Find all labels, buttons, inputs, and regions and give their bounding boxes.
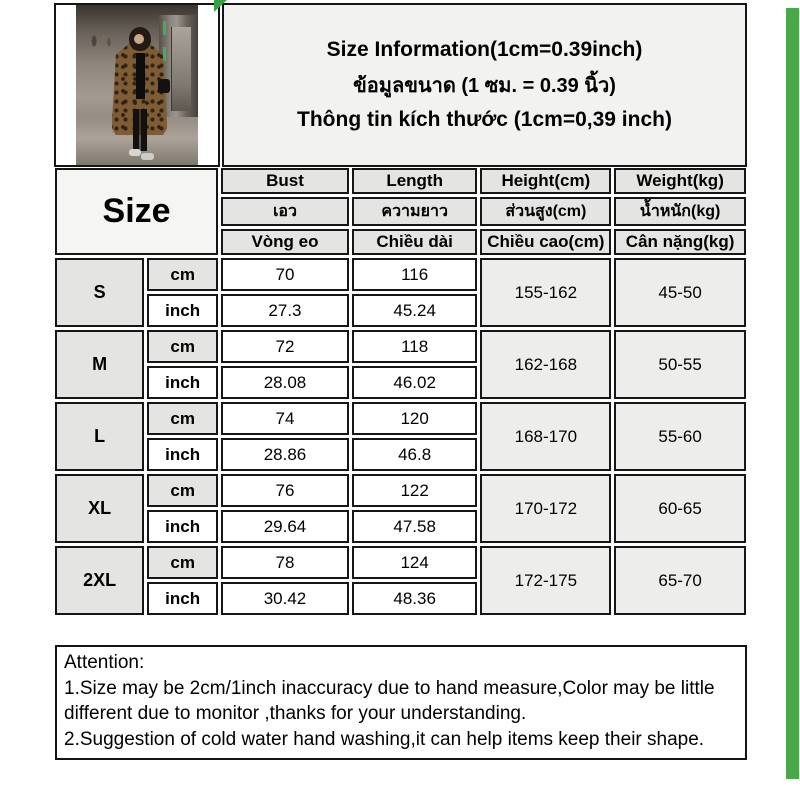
unit-label-cm: cm — [147, 258, 218, 291]
unit-label-cm: cm — [147, 402, 218, 435]
value-height-range: 168-170 — [480, 402, 611, 471]
value-length-cm: 122 — [352, 474, 478, 507]
title-box — [222, 3, 747, 167]
column-header-bust-vi: Vòng eo — [221, 229, 349, 255]
column-header-length-th: ความยาว — [352, 197, 478, 226]
photo-frame — [54, 3, 220, 167]
column-header-height-en: Height(cm) — [480, 168, 611, 194]
column-header-length-en: Length — [352, 168, 478, 194]
value-length-inch: 45.24 — [352, 294, 478, 327]
value-weight-range: 45-50 — [614, 258, 746, 327]
value-bust-cm: 76 — [221, 474, 349, 507]
title-english: Size Information(1cm=0.39inch) — [326, 38, 643, 61]
value-height-range: 162-168 — [480, 330, 611, 399]
photo-handbag — [158, 79, 170, 93]
model-photo — [76, 5, 198, 165]
attention-box — [55, 645, 747, 760]
value-bust-cm: 70 — [221, 258, 349, 291]
unit-label-inch: inch — [147, 366, 218, 399]
unit-label-inch: inch — [147, 510, 218, 543]
value-height-range: 170-172 — [480, 474, 611, 543]
attention-title: Attention: — [64, 652, 145, 673]
size-label-2xl: 2XL — [55, 546, 144, 615]
value-bust-cm: 74 — [221, 402, 349, 435]
value-length-cm: 116 — [352, 258, 478, 291]
unit-label-cm: cm — [147, 546, 218, 579]
value-bust-inch: 28.08 — [221, 366, 349, 399]
value-length-inch: 46.8 — [352, 438, 478, 471]
value-bust-cm: 78 — [221, 546, 349, 579]
title-vietnamese: Thông tin kích thước (1cm=0,39 inch) — [297, 108, 672, 131]
column-header-bust-th: เอว — [221, 197, 349, 226]
value-length-cm: 120 — [352, 402, 478, 435]
title-thai: ข้อมูลขนาด (1 ซม. = 0.39 นิ้ว) — [353, 75, 616, 97]
size-table — [52, 165, 749, 618]
value-height-range: 155-162 — [480, 258, 611, 327]
value-bust-inch: 30.42 — [221, 582, 349, 615]
photo-shoe-right — [141, 153, 154, 160]
photo-model-figure — [108, 27, 171, 161]
size-header-cell: Size — [55, 168, 218, 255]
photo-elevator-door — [171, 27, 191, 110]
value-bust-inch: 29.64 — [221, 510, 349, 543]
column-header-height-vi: Chiều cao(cm) — [480, 229, 611, 255]
column-header-height-th: ส่วนสูง(cm) — [480, 197, 611, 226]
unit-label-inch: inch — [147, 582, 218, 615]
photo-legs — [133, 109, 147, 151]
column-header-weight-en: Weight(kg) — [614, 168, 746, 194]
column-header-length-vi: Chiều dài — [352, 229, 478, 255]
attention-line-1: 1.Size may be 2cm/1inch inaccuracy due to hand measure,Color may be little different due to monitor ,thanks for your understanding. — [64, 677, 715, 725]
unit-label-cm: cm — [147, 474, 218, 507]
attention-line-2: 2.Suggestion of cold water hand washing,it can help items keep their shape. — [64, 728, 705, 750]
value-bust-cm: 72 — [221, 330, 349, 363]
value-length-inch: 48.36 — [352, 582, 478, 615]
unit-label-inch: inch — [147, 438, 218, 471]
size-label-l: L — [55, 402, 144, 471]
unit-label-inch: inch — [147, 294, 218, 327]
size-label-m: M — [55, 330, 144, 399]
value-weight-range: 65-70 — [614, 546, 746, 615]
value-weight-range: 50-55 — [614, 330, 746, 399]
value-length-cm: 124 — [352, 546, 478, 579]
column-header-weight-th: น้ำหนัก(kg) — [614, 197, 746, 226]
value-weight-range: 60-65 — [614, 474, 746, 543]
unit-label-cm: cm — [147, 330, 218, 363]
green-side-bar — [786, 8, 799, 779]
photo-shoe-left — [129, 149, 141, 156]
photo-black-top — [136, 53, 145, 99]
value-length-cm: 118 — [352, 330, 478, 363]
size-label-xl: XL — [55, 474, 144, 543]
size-label-s: S — [55, 258, 144, 327]
value-bust-inch: 27.3 — [221, 294, 349, 327]
column-header-bust-en: Bust — [221, 168, 349, 194]
value-length-inch: 47.58 — [352, 510, 478, 543]
value-length-inch: 46.02 — [352, 366, 478, 399]
value-bust-inch: 28.86 — [221, 438, 349, 471]
value-weight-range: 55-60 — [614, 402, 746, 471]
column-header-weight-vi: Cân nặng(kg) — [614, 229, 746, 255]
value-height-range: 172-175 — [480, 546, 611, 615]
